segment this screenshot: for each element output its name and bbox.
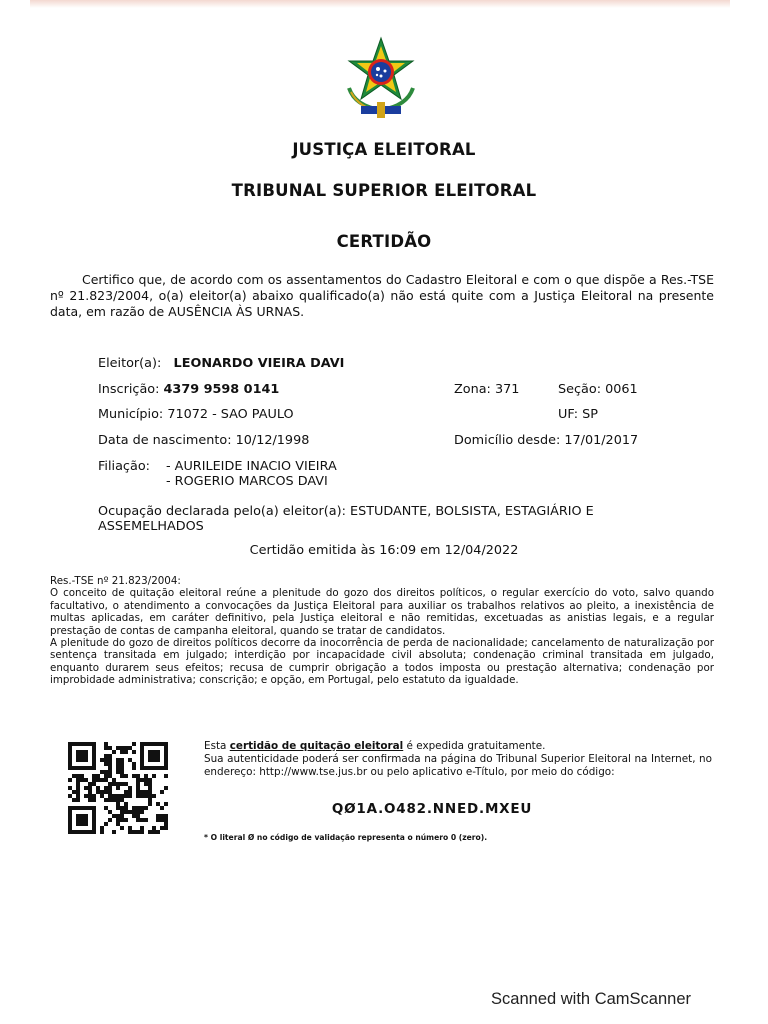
occupation-label: Ocupação declarada pelo(a) eleitor(a): — [98, 504, 346, 519]
brazil-coat-of-arms-icon — [341, 36, 421, 122]
legal-title: Res.-TSE nº 21.823/2004: — [50, 575, 181, 587]
legal-paragraph-2: A plenitude do gozo de direitos políticos decorre da inocorrência de perda de nacionalidade; cancelamento de naturalização por sentença transitada em julgado; interdição por incapacidade civil absoluta; condenação criminal transitada em julgado, enquanto durarem seus efeitos; recusa de cumprir obrigação a todos imposta ou prestação alternativa; condenação por improbidade administrativa; conscrição; e opção, em Portugal, pelo estatuto da igualdade. — [50, 637, 714, 687]
zone-field — [454, 382, 519, 397]
birthdate-value: 10/12/1998 — [235, 433, 310, 448]
validation-code-row — [0, 801, 768, 817]
birthdate-label: Data de nascimento: — [98, 433, 232, 448]
scanner-watermark: Scanned with CamScanner — [491, 990, 691, 1008]
qr-code-icon — [68, 742, 168, 834]
parent-1: - AURILEIDE INACIO VIEIRA — [166, 459, 337, 474]
occupation-value-cont: ASSEMELHADOS — [98, 519, 204, 534]
certification-text: Certifico que, de acordo com os assentamentos do Cadastro Eleitoral e com o que dispõe a Res.-TSE nº 21.823/2004, o(a) eleitor(a) abaixo qualificado(a) não está quite com a Justiça Eleitoral na presente data, em razão de AUSÊNCIA ÀS URNAS. — [50, 272, 714, 319]
section-field — [558, 382, 638, 397]
legal-text — [50, 575, 714, 687]
validation-note: * O literal Ø no código de validação representa o número 0 (zero). — [204, 833, 488, 842]
uf-label: UF: — [558, 407, 579, 422]
court-title: JUSTIÇA ELEITORAL — [292, 140, 476, 159]
certificate-link: certidão de quitação eleitoral — [229, 740, 404, 752]
municipality-field — [98, 407, 294, 422]
voter-name-label: Eleitor(a): — [98, 356, 162, 371]
validation-prefix: Esta — [204, 740, 230, 752]
occupation-row — [98, 504, 594, 519]
registration-row — [98, 382, 279, 397]
section-label: Seção: — [558, 382, 602, 397]
domicile-field — [454, 433, 638, 448]
voter-name-row — [98, 356, 344, 371]
occupation-value: ESTUDANTE, BOLSISTA, ESTAGIÁRIO E — [349, 504, 594, 519]
validation-instructions: Sua autenticidade poderá ser confirmada na página do Tribunal Superior Eleitoral na Internet, no endereço: http://www.tse.jus.br ou pelo aplicativo e-Título, por meio do código: — [204, 752, 712, 778]
zone-value: 371 — [494, 382, 520, 397]
domicile-label: Domicílio desde: — [454, 433, 561, 448]
legal-paragraph-1: O conceito de quitação eleitoral reúne a plenitude do gozo dos direitos políticos, o regular exercício do voto, salvo quando facultativo, o atendimento a convocações da Justiça Eleitoral para auxiliar os trabalhos relativos ao pleito, a inexistência de multas aplicadas, em caráter definitivo, pela Justiça eleitoral e não remitidas, excetuadas as anistias legais, e a regular prestação de contas de campanha eleitoral, quando se tratar de candidatos. — [50, 587, 714, 637]
validation-suffix: é expedida gratuitamente. — [403, 740, 546, 752]
voter-name: LEONARDO VIEIRA DAVI — [173, 356, 345, 371]
tribunal-title: TRIBUNAL SUPERIOR ELEITORAL — [231, 181, 537, 200]
zone-label: Zona: — [454, 382, 491, 397]
parentage-label: Filiação: — [98, 459, 150, 474]
uf-field — [558, 407, 598, 422]
birthdate-field — [98, 433, 309, 448]
validation-text — [204, 740, 712, 778]
municipality-label: Município: — [98, 407, 164, 422]
registration-label: Inscrição: — [98, 382, 160, 397]
validation-line-1 — [204, 740, 712, 753]
uf-value: SP — [582, 407, 598, 422]
emission-time: Certidão emitida às 16:09 em 12/04/2022 — [249, 543, 519, 558]
municipality-value: 71072 - SAO PAULO — [167, 407, 294, 422]
parent-2: - ROGERIO MARCOS DAVI — [166, 474, 328, 489]
section-value: 0061 — [605, 382, 638, 397]
registration-number: 4379 9598 0141 — [163, 382, 280, 397]
document-title: CERTIDÃO — [336, 232, 432, 251]
scan-edge — [30, 0, 730, 8]
domicile-value: 17/01/2017 — [564, 433, 639, 448]
validation-code: QØ1A.O482.NNED.MXEU — [331, 801, 533, 817]
